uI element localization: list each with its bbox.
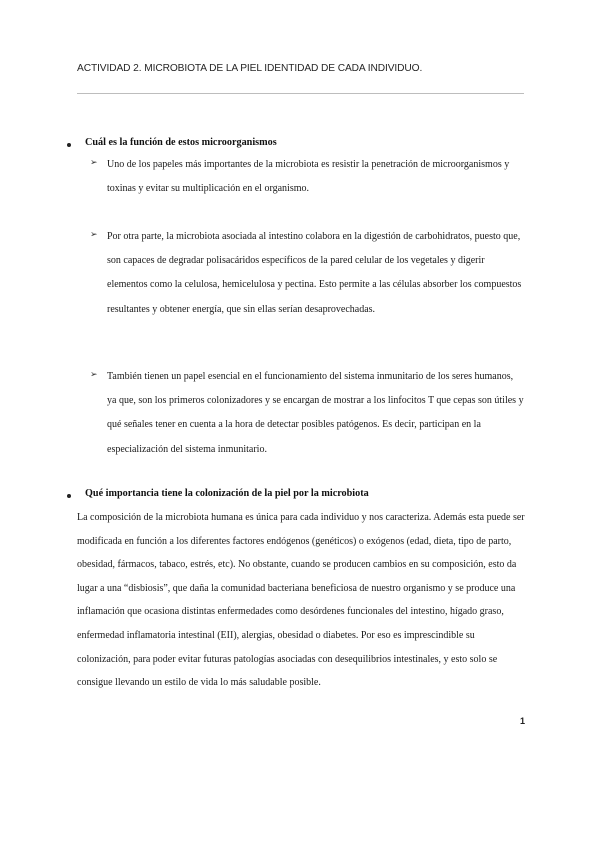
arrow-bullet-icon: ➢ xyxy=(90,158,98,168)
section-heading: Qué importancia tiene la colonización de la piel por la microbiota xyxy=(85,488,369,499)
body-paragraph: La composición de la microbiota humana es única para cada individuo y nos caracteriza. Además esta puede ser modificada en función a los diferentes factores endógenos (genéticos) o exógenos (edad, dieta, tipo de parto, obesidad, fármacos, tabaco, estrés, etc). No obstante, cuando se producen cambios en su composición, esto da lugar a una “disbiosis”, que daña la comunidad bacteriana beneficiosa de nuestro organismo y se produce una inflamación que ocasiona distintas enfermedades como desórdenes funcionales del intestino, hígado graso, enfermedad inflamatoria intestinal (EII), alergias, obesidad o diabetes. Por eso es imprescindible su colonización, para poder evitar futuras patologías asociadas con desequilibrios intestinales, y esto solo se consigue llevando un estilo de vida lo más saludable posible. xyxy=(77,512,525,689)
header-divider xyxy=(77,93,524,94)
page-number: 1 xyxy=(520,716,526,726)
document-title: ACTIVIDAD 2. MICROBIOTA DE LA PIEL IDENTIDAD DE CADA INDIVIDUO. xyxy=(77,63,423,74)
list-item: Por otra parte, la microbiota asociada al intestino colabora en la digestión de carbohidratos, puesto que, son capaces de degradar polisacáridos específicos de la pared celular de los vegetales y digerir elementos como la celulosa, hemicelulosa y pectina. Esto permite a las células absorber los compuestos resultantes y obtener energía, que sin ellas serían desaprovechadas. xyxy=(107,231,522,315)
list-item: Uno de los papeles más importantes de la microbiota es resistir la penetración de microorganismos y toxinas y evitar su multiplicación en el organismo. xyxy=(107,159,510,195)
arrow-bullet-icon: ➢ xyxy=(90,370,98,380)
section-heading: Cuál es la función de estos microorganismos xyxy=(85,137,277,148)
arrow-bullet-icon: ➢ xyxy=(90,230,98,240)
bullet-dot-icon xyxy=(67,494,71,498)
list-item: También tienen un papel esencial en el funcionamiento del sistema inmunitario de los seres humanos, ya que, son los primeros colonizadores y se encargan de mostrar a los linfocitos T que cepas son útiles y qué señales tener en cuenta a la hora de detectar posibles patógenos. Es decir, participan en la especialización del sistema inmunitario. xyxy=(107,371,524,455)
bullet-dot-icon xyxy=(67,143,71,147)
